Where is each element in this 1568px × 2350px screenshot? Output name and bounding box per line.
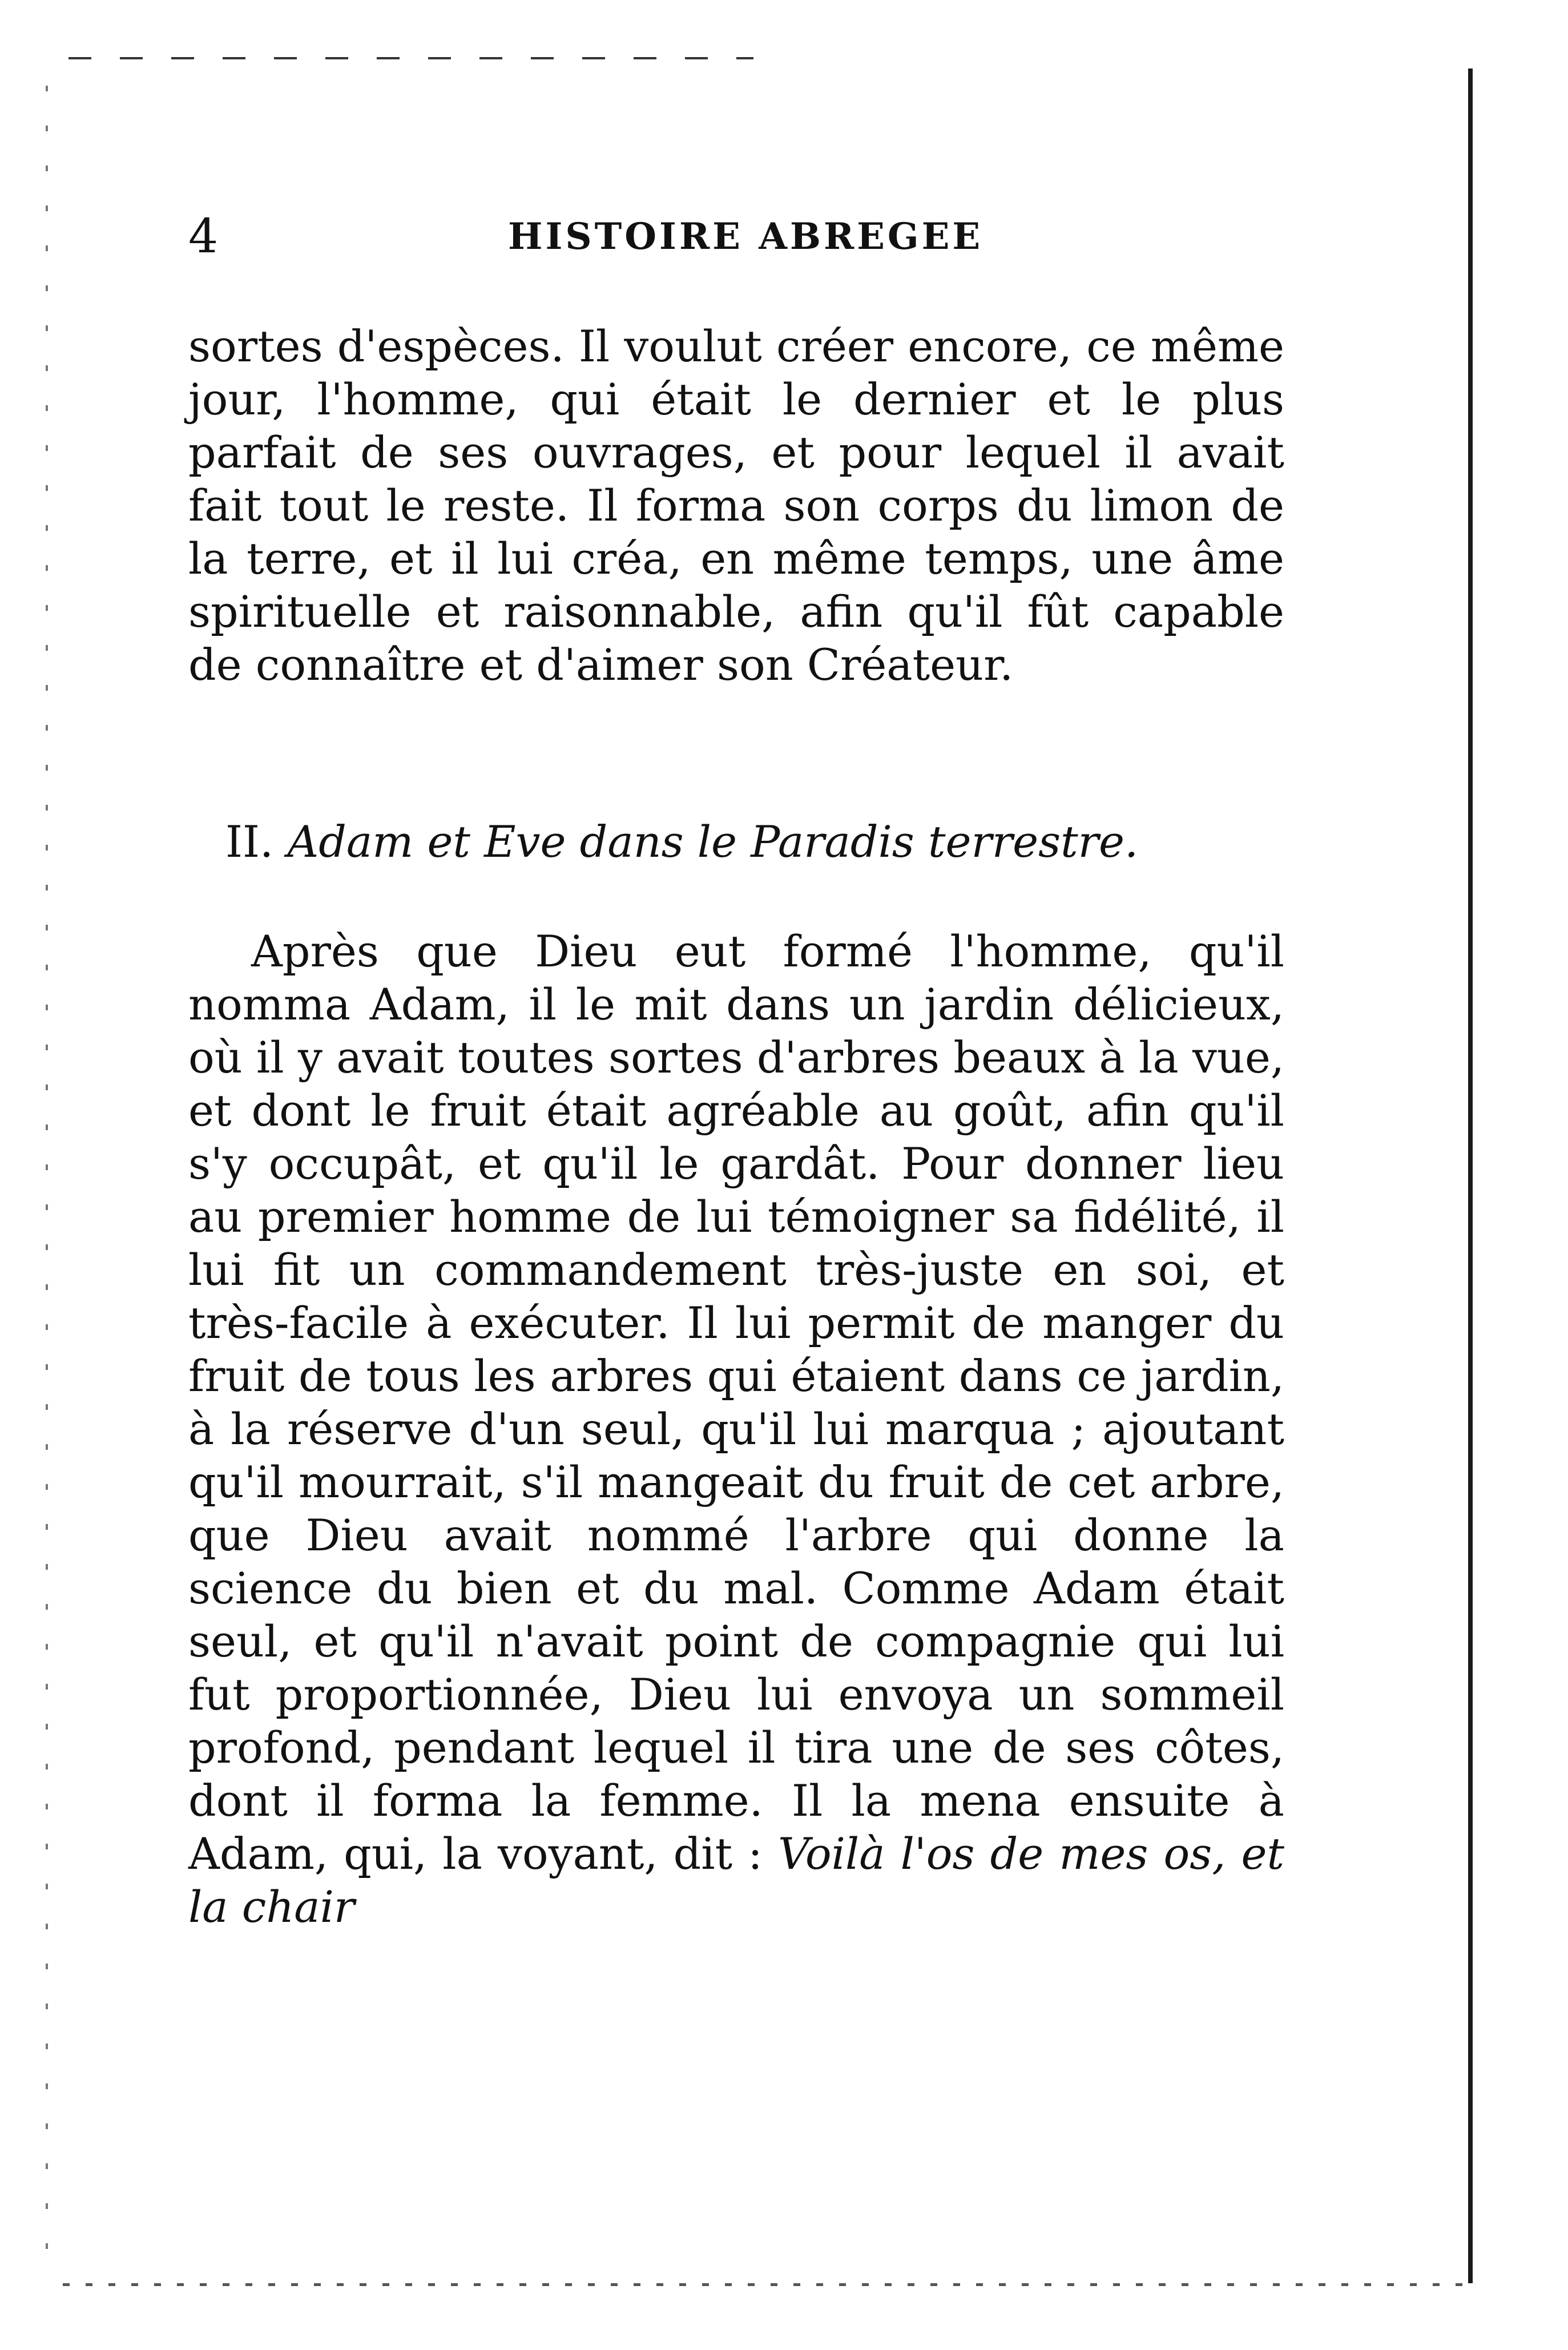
paragraph-2-italic-quote: Voilà l'os de mes os, et la chair	[188, 1828, 1284, 1932]
page-right-edge	[1468, 68, 1473, 2283]
running-title: HISTOIRE ABREGEE	[508, 215, 983, 258]
section-number: II.	[225, 816, 274, 867]
page-bottom-edge	[63, 2283, 1467, 2286]
paragraph-2	[188, 925, 1284, 1933]
paragraph-1: sortes d'espèces. Il voulut créer encore, ce même jour, l'homme, qui était le dernier et le plus parfait de ses ouvrages, et pour lequel il avait fait tout le reste. Il forma son corps du limon de la terre, et il lui créa, en même temps, une âme spirituelle et raisonnable, afin qu'il fût capable de connaître et d'aimer son Créateur.	[188, 321, 1284, 690]
page-left-edge	[46, 86, 48, 2283]
page-top-edge	[68, 57, 753, 59]
section-title: Adam et Eve dans le Paradis terrestre.	[287, 816, 1139, 867]
page-number: 4	[188, 209, 219, 264]
page-header	[188, 205, 1284, 268]
paragraph-2-text: Après que Dieu eut formé l'homme, qu'il nomma Adam, il le mit dans un jardin délicieux, où il y avait toutes sortes d'arbres beaux à la vue, et dont le fruit était agréable au goût, afin qu'il s'y occupât, et qu'il le gardât. Pour donner lieu au premier homme de lui témoigner sa fidélité, il lui fit un commandement très-juste en soi, et très-facile à exécuter. Il lui permit de manger du fruit de tous les arbres qui étaient dans ce jardin, à la réserve d'un seul, qu'il lui marqua ; ajoutant qu'il mourrait, s'il mangeait du fruit de cet arbre, que Dieu avait nommé l'arbre qui donne la science du bien et du mal. Comme Adam était seul, et qu'il n'avait point de compagnie qui lui fut proportionnée, Dieu lui envoya un sommeil profond, pendant lequel il tira une de ses côtes, dont il forma la femme. Il la mena ensuite à Adam, qui, la voyant, dit :	[188, 926, 1284, 1879]
section-heading	[225, 811, 1310, 873]
